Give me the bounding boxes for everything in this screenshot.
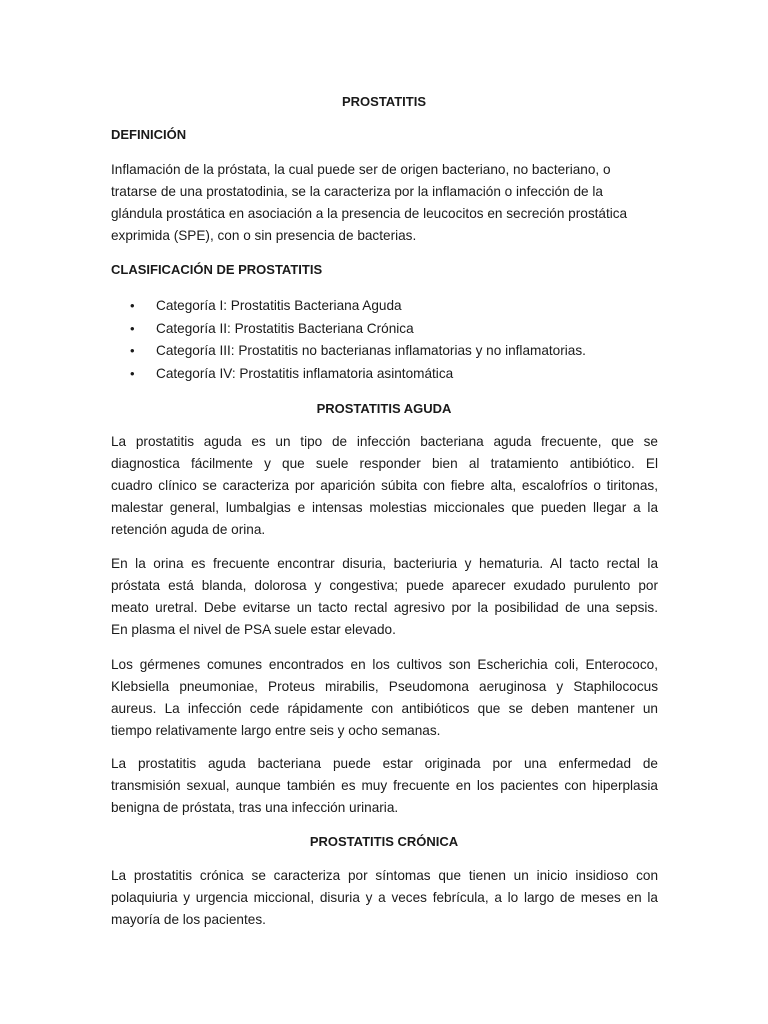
heading-prostatitis-cronica: PROSTATITIS CRÓNICA <box>309 834 459 849</box>
heading-clasificacion: CLASIFICACIÓN DE PROSTATITIS <box>111 262 323 277</box>
list-item <box>128 363 586 386</box>
paragraph-aguda-1 <box>111 431 658 541</box>
paragraph-cronica <box>111 865 658 931</box>
text-line: La prostatitis aguda bacteriana puede estar originada por una enfermedad de <box>111 756 658 771</box>
text-line: En plasma el nivel de PSA suele estar elevado. <box>111 622 396 637</box>
bullet-icon: • <box>130 320 135 336</box>
text-line: Los gérmenes comunes encontrados en los cultivos son Escherichia coli, Enterococo, <box>111 657 658 672</box>
text-line: En la orina es frecuente encontrar disuria, bacteriuria y hematuria. Al tacto rectal la <box>111 556 658 571</box>
document-title: PROSTATITIS <box>341 94 427 109</box>
text-line: aureus. La infección cede rápidamente con antibióticos que se deben mantener un <box>111 701 658 716</box>
list-item <box>128 340 586 363</box>
heading-definicion: DEFINICIÓN <box>111 127 187 142</box>
text-line: tiempo relativamente largo entre seis y ocho semanas. <box>111 723 441 738</box>
text-line: glándula prostática en asociación a la presencia de leucocitos en secreción prostática <box>111 206 628 221</box>
text-line: próstata está blanda, dolorosa y congestiva; puede aparecer exudado purulento por <box>111 578 658 593</box>
paragraph-aguda-4 <box>111 753 658 819</box>
text-line: benigna de próstata, tras una infección urinaria. <box>111 800 399 815</box>
text-line: tratarse de una prostatodinia, se la caracteriza por la inflamación o infección de la <box>111 184 603 199</box>
text-line: diagnostica fácilmente y que suele responder bien al tratamiento antibiótico. El <box>111 456 658 471</box>
text-line: transmisión sexual, aunque también es muy frecuente en los pacientes con hiperplasia <box>111 778 658 793</box>
text-line: malestar general, lumbalgias e intensas molestias miccionales que pueden llegar a la <box>111 500 658 515</box>
text-line: Klebsiella pneumoniae, Proteus mirabilis, Pseudomona aeruginosa y Staphilococus <box>111 679 658 694</box>
clasificacion-list <box>128 295 586 385</box>
paragraph-aguda-3 <box>111 654 658 742</box>
text-line: La prostatitis crónica se caracteriza por síntomas que tienen un inicio insidioso con <box>111 868 658 883</box>
text-line: mayoría de los pacientes. <box>111 912 266 927</box>
text-line: retención aguda de orina. <box>111 522 266 537</box>
heading-prostatitis-aguda: PROSTATITIS AGUDA <box>316 401 452 416</box>
list-item-text: Categoría II: Prostatitis Bacteriana Crónica <box>156 320 414 336</box>
text-line: Inflamación de la próstata, la cual puede ser de origen bacteriano, no bacteriano, o <box>111 162 611 177</box>
text-line: cuadro clínico se caracteriza por aparición súbita con fiebre alta, escalofríos o tiritonas, <box>111 478 658 493</box>
list-item-text: Categoría IV: Prostatitis inflamatoria asintomática <box>156 365 454 381</box>
list-item-text: Categoría III: Prostatitis no bacterianas inflamatorias y no inflamatorias. <box>156 343 586 358</box>
bullet-icon: • <box>130 298 135 313</box>
bullet-icon: • <box>130 365 135 381</box>
list-item-text: Categoría I: Prostatitis Bacteriana Aguda <box>156 298 402 313</box>
paragraph-aguda-2 <box>111 553 658 641</box>
text-line: La prostatitis aguda es un tipo de infección bacteriana aguda frecuente, que se <box>111 434 658 449</box>
text-line: exprimida (SPE), con o sin presencia de bacterias. <box>111 228 417 243</box>
list-item <box>128 318 586 341</box>
text-line: meato uretral. Debe evitarse un tacto rectal agresivo por la posibilidad de una sepsis. <box>111 600 658 615</box>
text-line: polaquiuria y urgencia miccional, disuria y a veces febrícula, a lo largo de meses en la <box>111 890 658 905</box>
paragraph-definicion <box>111 159 658 247</box>
list-item <box>128 295 586 318</box>
bullet-icon: • <box>130 343 135 358</box>
